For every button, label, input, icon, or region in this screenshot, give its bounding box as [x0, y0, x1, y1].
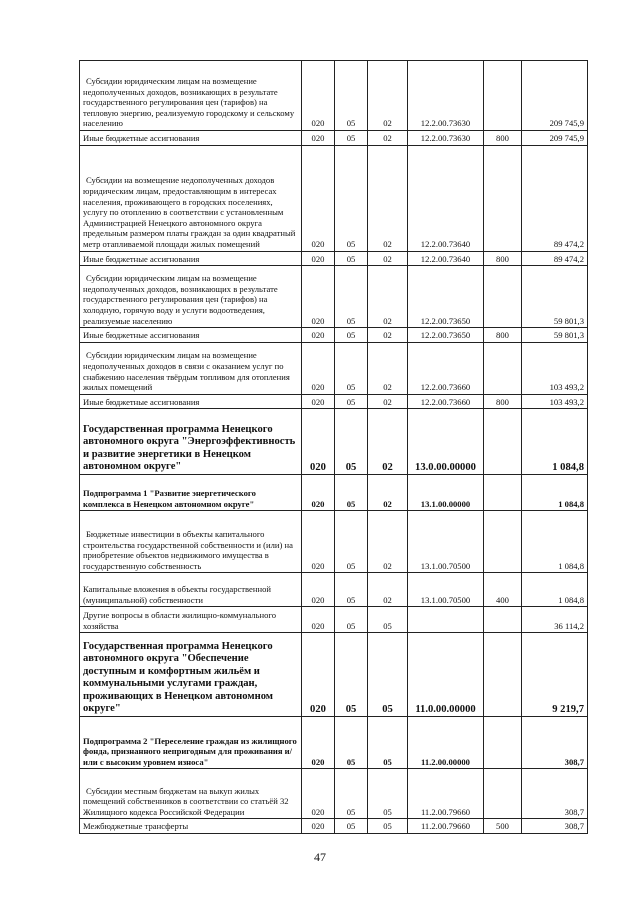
- target-article-code: 11.2.00.00000: [408, 717, 484, 769]
- amount: 59 801,3: [522, 328, 588, 343]
- grbs-code: 020: [302, 131, 335, 146]
- grbs-code: 020: [302, 475, 335, 511]
- expense-type-code: [484, 717, 522, 769]
- grbs-code: 020: [302, 394, 335, 409]
- row-name: Субсидии местным бюджетам на выкуп жилых помещений собственников в соответствии со статьёй 32 Жилищного кодекса Российской Федерации: [80, 769, 302, 819]
- target-article-code: 12.2.00.73630: [408, 61, 484, 131]
- expense-type-code: [484, 633, 522, 717]
- row-name: Субсидии юридическим лицам на возмещение недополученных доходов, возникающих в результате государственного регулирования цен (тарифов) на тепловую энергию, реализуемую городскому и сельскому населению: [80, 61, 302, 131]
- target-article-code: 11.2.00.79660: [408, 769, 484, 819]
- target-article-code: 11.0.00.00000: [408, 633, 484, 717]
- target-article-code: 12.2.00.73650: [408, 328, 484, 343]
- subsection-code: 05: [368, 819, 408, 834]
- page-number: 47: [314, 850, 326, 864]
- amount: 103 493,2: [522, 394, 588, 409]
- row-name: Субсидии юридическим лицам на возмещение недополученных доходов в связи с оказанием услуг по снабжению населения твёрдым топливом для отопления жилых помещений: [80, 342, 302, 394]
- target-article-code: 13.1.00.70500: [408, 573, 484, 607]
- expense-type-code: 800: [484, 131, 522, 146]
- row-name: Другие вопросы в области жилищно-коммунального хозяйства: [80, 607, 302, 633]
- target-article-code: 12.2.00.73660: [408, 342, 484, 394]
- target-article-code: 12.2.00.73640: [408, 145, 484, 251]
- budget-table: [79, 60, 588, 834]
- section-code: 05: [335, 819, 368, 834]
- subsection-code: 05: [368, 769, 408, 819]
- table-row: [80, 819, 588, 834]
- subsection-code: 02: [368, 328, 408, 343]
- expense-type-code: [484, 342, 522, 394]
- section-code: 05: [335, 717, 368, 769]
- amount: 59 801,3: [522, 266, 588, 328]
- section-code: 05: [335, 342, 368, 394]
- section-code: 05: [335, 328, 368, 343]
- target-article-code: 12.2.00.73650: [408, 266, 484, 328]
- row-name: Субсидии на возмещение недополученных доходов юридическим лицам, предоставляющим в интересах населения, проживающего в городских поселениях, услугу по отоплению в соответствии с установленным Администрацией Ненецкого автономного округа предельным размером платы граждан за один квадратный метр отапливаемой площади жилых помещений: [80, 145, 302, 251]
- grbs-code: 020: [302, 61, 335, 131]
- subsection-code: 02: [368, 266, 408, 328]
- amount: 103 493,2: [522, 342, 588, 394]
- grbs-code: 020: [302, 342, 335, 394]
- row-name: Иные бюджетные ассигнования: [80, 328, 302, 343]
- row-name: Капитальные вложения в объекты государственной (муниципальной) собственности: [80, 573, 302, 607]
- subsection-code: 02: [368, 61, 408, 131]
- subsection-code: 05: [368, 633, 408, 717]
- table-row: [80, 145, 588, 251]
- amount: 1 084,8: [522, 409, 588, 475]
- amount: 89 474,2: [522, 251, 588, 266]
- section-code: 05: [335, 607, 368, 633]
- grbs-code: 020: [302, 573, 335, 607]
- row-name: Иные бюджетные ассигнования: [80, 131, 302, 146]
- target-article-code: 11.2.00.79660: [408, 819, 484, 834]
- table-row: [80, 717, 588, 769]
- expense-type-code: [484, 475, 522, 511]
- expense-type-code: [484, 409, 522, 475]
- grbs-code: 020: [302, 511, 335, 573]
- subsection-code: 02: [368, 251, 408, 266]
- table-row: [80, 607, 588, 633]
- section-code: 05: [335, 573, 368, 607]
- table-row: [80, 131, 588, 146]
- row-name: Государственная программа Ненецкого автономного округа "Обеспечение доступным и комфортным жильём и коммунальными услугами граждан, проживающих в Ненецком автономном округе": [80, 633, 302, 717]
- expense-type-code: [484, 511, 522, 573]
- section-code: 05: [335, 409, 368, 475]
- target-article-code: 12.2.00.73660: [408, 394, 484, 409]
- grbs-code: 020: [302, 633, 335, 717]
- grbs-code: 020: [302, 145, 335, 251]
- amount: 36 114,2: [522, 607, 588, 633]
- section-code: 05: [335, 266, 368, 328]
- grbs-code: 020: [302, 328, 335, 343]
- grbs-code: 020: [302, 819, 335, 834]
- row-name: Иные бюджетные ассигнования: [80, 251, 302, 266]
- grbs-code: 020: [302, 251, 335, 266]
- amount: 1 084,8: [522, 475, 588, 511]
- grbs-code: 020: [302, 409, 335, 475]
- target-article-code: 12.2.00.73640: [408, 251, 484, 266]
- table-row: [80, 251, 588, 266]
- expense-type-code: [484, 769, 522, 819]
- expense-type-code: 800: [484, 394, 522, 409]
- expense-type-code: 800: [484, 251, 522, 266]
- subsection-code: 05: [368, 607, 408, 633]
- amount: 308,7: [522, 819, 588, 834]
- target-article-code: 13.0.00.00000: [408, 409, 484, 475]
- subsection-code: 02: [368, 573, 408, 607]
- table-row: [80, 266, 588, 328]
- table-row: [80, 409, 588, 475]
- row-name: Бюджетные инвестиции в объекты капитального строительства государственной собственности и (или) на приобретение объектов недвижимого имущества в государственную собственность: [80, 511, 302, 573]
- grbs-code: 020: [302, 266, 335, 328]
- section-code: 05: [335, 61, 368, 131]
- grbs-code: 020: [302, 717, 335, 769]
- amount: 9 219,7: [522, 633, 588, 717]
- table-row: [80, 61, 588, 131]
- amount: 209 745,9: [522, 131, 588, 146]
- expense-type-code: 500: [484, 819, 522, 834]
- section-code: 05: [335, 394, 368, 409]
- amount: 308,7: [522, 769, 588, 819]
- expense-type-code: 800: [484, 328, 522, 343]
- table-row: [80, 328, 588, 343]
- section-code: 05: [335, 145, 368, 251]
- subsection-code: 05: [368, 717, 408, 769]
- target-article-code: [408, 607, 484, 633]
- section-code: 05: [335, 131, 368, 146]
- section-code: 05: [335, 633, 368, 717]
- expense-type-code: [484, 607, 522, 633]
- table-row: [80, 769, 588, 819]
- table-row: [80, 342, 588, 394]
- table-row: [80, 633, 588, 717]
- target-article-code: 12.2.00.73630: [408, 131, 484, 146]
- row-name: Иные бюджетные ассигнования: [80, 394, 302, 409]
- expense-type-code: [484, 266, 522, 328]
- subsection-code: 02: [368, 342, 408, 394]
- table-row: [80, 573, 588, 607]
- expense-type-code: 400: [484, 573, 522, 607]
- section-code: 05: [335, 251, 368, 266]
- subsection-code: 02: [368, 409, 408, 475]
- subsection-code: 02: [368, 511, 408, 573]
- amount: 308,7: [522, 717, 588, 769]
- table-row: [80, 475, 588, 511]
- amount: 209 745,9: [522, 61, 588, 131]
- amount: 1 084,8: [522, 511, 588, 573]
- table-row: [80, 511, 588, 573]
- row-name: Подпрограмма 1 "Развитие энергетического комплекса в Ненецком автономном округе": [80, 475, 302, 511]
- amount: 1 084,8: [522, 573, 588, 607]
- expense-type-code: [484, 145, 522, 251]
- subsection-code: 02: [368, 131, 408, 146]
- target-article-code: 13.1.00.70500: [408, 511, 484, 573]
- row-name: Подпрограмма 2 "Переселение граждан из жилищного фонда, признанного непригодным для проживания и/или с высоким уровнем износа": [80, 717, 302, 769]
- section-code: 05: [335, 475, 368, 511]
- grbs-code: 020: [302, 607, 335, 633]
- section-code: 05: [335, 511, 368, 573]
- row-name: Межбюджетные трансферты: [80, 819, 302, 834]
- row-name: Государственная программа Ненецкого автономного округа "Энергоэффективность и развитие энергетики в Ненецком автономном округе": [80, 409, 302, 475]
- expense-type-code: [484, 61, 522, 131]
- row-name: Субсидии юридическим лицам на возмещение недополученных доходов, возникающих в результате государственного регулирования цен (тарифов) на холодную, горячую воду и услуги водоотведения, реализуемые населению: [80, 266, 302, 328]
- table-row: [80, 394, 588, 409]
- subsection-code: 02: [368, 475, 408, 511]
- amount: 89 474,2: [522, 145, 588, 251]
- section-code: 05: [335, 769, 368, 819]
- grbs-code: 020: [302, 769, 335, 819]
- subsection-code: 02: [368, 394, 408, 409]
- subsection-code: 02: [368, 145, 408, 251]
- target-article-code: 13.1.00.00000: [408, 475, 484, 511]
